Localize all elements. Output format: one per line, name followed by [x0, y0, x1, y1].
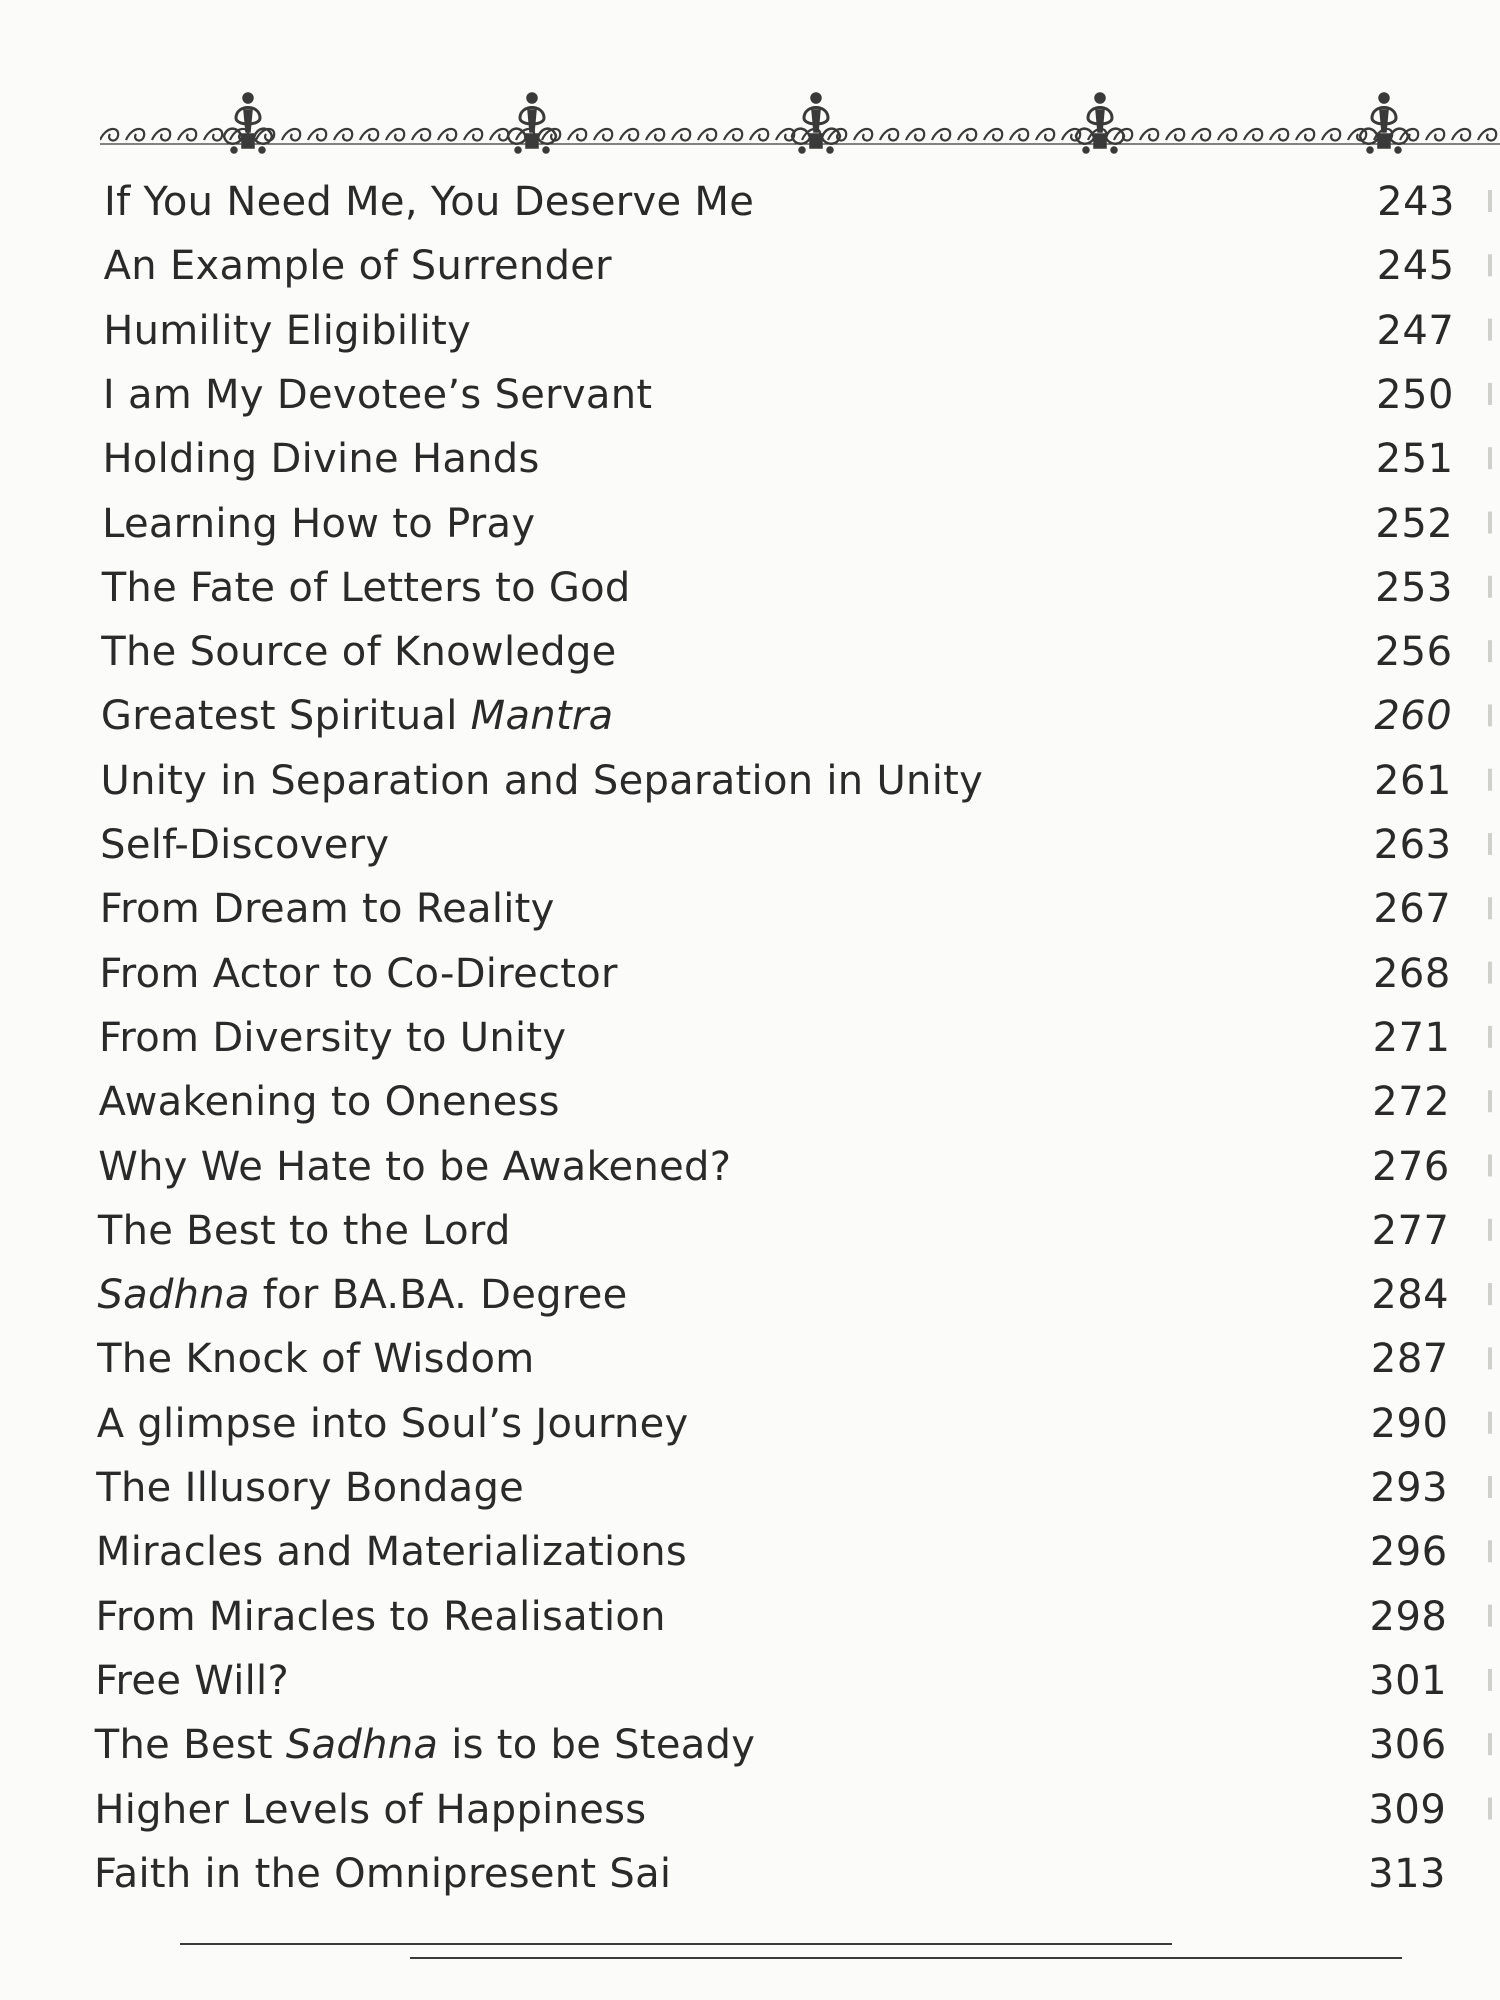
- toc-entry: [0, 620, 1500, 684]
- toc-entry-page-number: 313: [1368, 1850, 1446, 1897]
- toc-entry-title-text: Humility Eligibility: [103, 307, 472, 354]
- toc-entry-title: [100, 813, 389, 877]
- toc-entry-title: [101, 684, 614, 748]
- toc-entry-page-number: 268: [1372, 950, 1451, 997]
- toc-entry-title-italic: Sadhna: [97, 1272, 250, 1319]
- toc-entry-title: [103, 363, 653, 427]
- toc-entry-page-number: 296: [1369, 1529, 1448, 1576]
- toc-entry-title-text: The Illusory Bondage: [96, 1465, 525, 1511]
- scroll-vine-border-icon: [100, 129, 1500, 144]
- toc-entry-title-italic: Mantra: [470, 693, 614, 740]
- toc-entry-page-number: 243: [1377, 179, 1455, 225]
- toc-entry-page-number: 290: [1370, 1400, 1449, 1447]
- toc-entry: [0, 1263, 1500, 1327]
- toc-entry-title-text: Miracles and Materializations: [95, 1529, 688, 1576]
- toc-entry: [0, 427, 1500, 491]
- footer-rule-lower: [410, 1957, 1402, 1959]
- toc-entry-page-number: 287: [1370, 1336, 1449, 1383]
- toc-entry: [0, 1585, 1500, 1649]
- toc-entry-title-text: I am My Devotee’s Servant: [102, 371, 653, 418]
- toc-entry-title-text: From Miracles to Realisation: [95, 1593, 666, 1640]
- toc-entry-page-number: 309: [1368, 1786, 1447, 1833]
- toc-entry-page-number: 261: [1374, 757, 1452, 804]
- toc-entry-title: [96, 1520, 687, 1584]
- toc-entry: [0, 813, 1500, 877]
- toc-entry-title-italic: Sadhna: [285, 1722, 439, 1769]
- toc-entry-title: [94, 1778, 646, 1842]
- toc-entry-title-text: From Actor to Co-Director: [99, 950, 618, 997]
- toc-entry-title-text: The Fate of Letters to God: [101, 564, 631, 611]
- toc-entry-page-number: 272: [1372, 1079, 1451, 1126]
- toc-entry-page-number: 260: [1374, 693, 1453, 740]
- toc-entry-title-text: The Best: [94, 1722, 286, 1769]
- toc-entry: [0, 492, 1500, 556]
- toc-entry-page-number: 277: [1371, 1207, 1450, 1254]
- toc-entry-title: [98, 1199, 511, 1263]
- toc-entry-page-number: 271: [1372, 1014, 1451, 1061]
- toc-entry-title: [101, 620, 616, 684]
- toc-entry-title-text: is to be Steady: [438, 1722, 756, 1769]
- toc-entry-title: [102, 556, 631, 620]
- toc-entry-page-number: 263: [1373, 822, 1452, 868]
- toc-entry-title: [99, 1070, 560, 1134]
- toc-entry: [0, 363, 1500, 427]
- toc-entry-title: [101, 749, 984, 813]
- toc-entry: [0, 942, 1500, 1006]
- toc-entry-page-number: 256: [1374, 629, 1453, 676]
- toc-entry: [0, 1392, 1500, 1456]
- toc-entry-title-text: Free Will?: [95, 1657, 289, 1704]
- toc-entry: [0, 1070, 1500, 1134]
- toc-entry-title: [104, 234, 612, 298]
- toc-entry-page-number: 284: [1371, 1272, 1450, 1319]
- toc-entry-title: [98, 1135, 731, 1199]
- toc-entry-page-number: 247: [1376, 307, 1455, 354]
- toc-entry-title: [103, 299, 471, 363]
- toc-entry-title-text: From Diversity to Unity: [99, 1014, 567, 1061]
- toc-entry: [0, 1135, 1500, 1199]
- toc-entry: [0, 170, 1500, 234]
- toc-entry-title-text: A glimpse into Soul’s Journey: [96, 1400, 689, 1447]
- toc-entry-page-number: 276: [1371, 1143, 1450, 1190]
- toc-entry-page-number: 267: [1373, 886, 1452, 933]
- toc-entry-title-text: The Knock of Wisdom: [97, 1336, 535, 1383]
- toc-entry: [0, 299, 1500, 363]
- toc-entry: [0, 1713, 1500, 1777]
- toc-entry-page-number: 250: [1376, 371, 1454, 418]
- toc-entry-title: [97, 1392, 689, 1456]
- toc-entry-title-text: The Source of Knowledge: [101, 629, 617, 676]
- toc-entry-title: [99, 1006, 566, 1070]
- toc-entry-title-text: for BA.BA. Degree: [249, 1272, 628, 1319]
- toc-entry-page-number: 252: [1375, 500, 1454, 547]
- toc-entry: [0, 1520, 1500, 1584]
- toc-entry-title: [102, 427, 539, 491]
- toc-entry-title: [95, 1713, 755, 1777]
- toc-entry-title-text: Greatest Spiritual: [100, 693, 471, 740]
- toc-entry-title-text: If You Need Me, You Deserve Me: [104, 179, 755, 225]
- toc-entry-page-number: 293: [1370, 1465, 1449, 1511]
- toc-entry-page-number: 298: [1369, 1593, 1448, 1640]
- toc-entry-title-text: Awakening to Oneness: [98, 1079, 560, 1126]
- toc-entry-title-text: Unity in Separation and Separation in Unity: [100, 757, 984, 804]
- toc-entry: [0, 1456, 1500, 1520]
- ornamental-header-border: [100, 88, 1500, 158]
- toc-entry-title: [96, 1585, 666, 1649]
- toc-entry: [0, 1842, 1500, 1906]
- toc-entry: [0, 877, 1500, 941]
- footer-rule-upper: [180, 1943, 1172, 1945]
- toc-entry-title-text: From Dream to Reality: [99, 886, 555, 933]
- toc-entry-title-text: Why We Hate to be Awakened?: [98, 1143, 732, 1190]
- toc-entry: [0, 1327, 1500, 1391]
- toc-entry: [0, 749, 1500, 813]
- toc-entry-title-text: Learning How to Pray: [102, 500, 536, 547]
- bleed-through-marks: [1482, 170, 1500, 1870]
- toc-entry-title: [97, 1327, 534, 1391]
- toc-entry: [0, 684, 1500, 748]
- toc-entry-page-number: 245: [1376, 243, 1455, 290]
- toc-entry-title: [104, 170, 754, 234]
- toc-entry-title: [94, 1842, 671, 1906]
- toc-entry-title: [97, 1263, 627, 1327]
- toc-entry-title: [102, 492, 535, 556]
- toc-entry-page-number: 301: [1369, 1657, 1448, 1704]
- toc-entry: [0, 234, 1500, 298]
- toc-entry: [0, 1649, 1500, 1713]
- toc-entry-page-number: 253: [1375, 564, 1453, 611]
- toc-entry-title-text: The Best to the Lord: [97, 1207, 511, 1254]
- toc-entry-title: [96, 1456, 524, 1520]
- toc-entry-title: [100, 877, 555, 941]
- toc-entry: [0, 1006, 1500, 1070]
- toc-entry-title-text: Higher Levels of Happiness: [94, 1786, 647, 1833]
- toc-entry-page-number: 306: [1368, 1722, 1447, 1769]
- toc-entry: [0, 1199, 1500, 1263]
- toc-entry: [0, 556, 1500, 620]
- toc-entry-page-number: 251: [1375, 436, 1454, 483]
- toc-entry-title: [99, 942, 617, 1006]
- toc-entry-title: [95, 1649, 289, 1713]
- toc-entry: [0, 1778, 1500, 1842]
- toc-entry-title-text: Self-Discovery: [100, 822, 390, 868]
- toc-entry-title-text: Faith in the Omnipresent Sai: [94, 1850, 672, 1897]
- toc-entry-title-text: An Example of Surrender: [103, 243, 612, 290]
- toc-entry-title-text: Holding Divine Hands: [102, 436, 540, 483]
